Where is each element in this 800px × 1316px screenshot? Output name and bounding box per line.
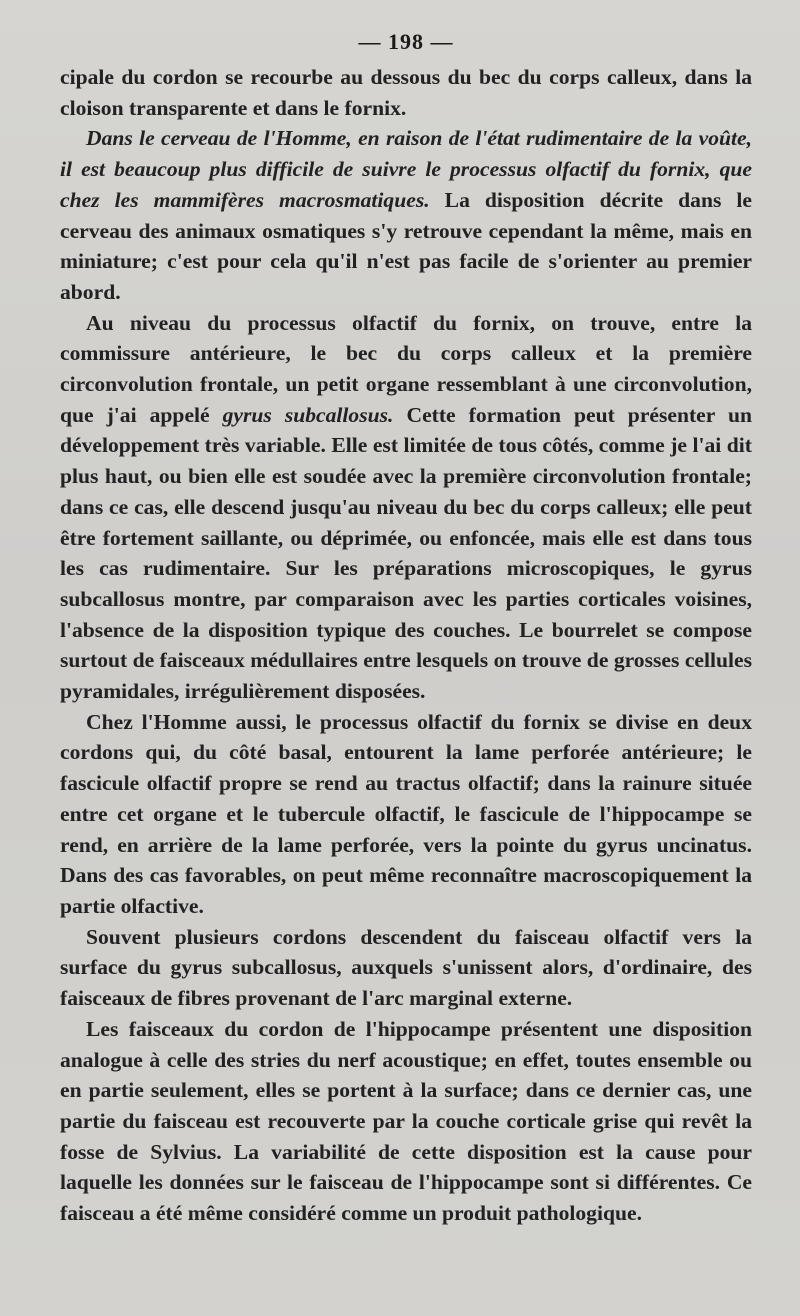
page-number: — 198 — — [358, 29, 454, 54]
paragraph-2-italic-text: Dans le cerveau de l'Homme, en raison de l'état rudimentaire de la voûte, il est beaucoup plus difficile de suivre le processus olfactif du fornix, que chez les mammifères macrosmatiques. — [60, 126, 752, 212]
paragraph-1 — [60, 62, 752, 123]
paragraph-3-italic-term: gyrus subcallosus. — [222, 402, 394, 427]
paragraph-3-text-a: Au niveau du processus olfactif du fornix, on trouve, entre la commissure antérieure, le bec du corps calleux et la première circonvolution frontale, un petit organe ressemblant à une circonvolution, que j'ai appelé — [60, 310, 752, 427]
paragraph-1-text: cipale du cordon se recourbe au dessous du bec du corps calleux, dans la cloison transparente et dans le fornix. — [60, 65, 752, 120]
paragraph-3-text-b: Cette formation peut présenter un développement très variable. Elle est limitée de tous côtés, comme je l'ai dit plus haut, ou bien elle est soudée avec la première circonvolution frontale; dans ce cas, elle descend jusqu'au niveau du bec du corps calleux; elle peut être fortement saillante, ou déprimée, ou enfoncée, mais elle est dans tous les cas rudimentaire. Sur les préparations microscopiques, le gyrus subcallosus montre, par comparaison avec les parties corticales voisines, l'absence de la disposition typique des couches. Le bourrelet se compose surtout de faisceaux médullaires entre lesquels on trouve de grosses cellules pyramidales, irrégulièrement disposées. — [60, 402, 752, 704]
paragraph-2-text: La disposition décrite dans le cerveau des animaux osmatiques s'y retrouve cependant la même, mais en miniature; c'est pour cela qu'il n'est pas facile de s'orienter au premier abord. — [60, 187, 752, 304]
paragraph-6 — [60, 1014, 752, 1229]
paragraph-4 — [60, 707, 752, 922]
paragraph-6-text: Les faisceaux du cordon de l'hippocampe présentent une disposition analogue à celle des stries du nerf acoustique; en effet, toutes ensemble ou en partie seulement, elles se portent à la surface; dans ce dernier cas, une partie du faisceau est recouverte par la couche corticale grise qui revêt la fosse de Sylvius. La variabilité de cette disposition est la cause pour laquelle les données sur le faisceau de l'hippocampe sont si différentes. Ce faisceau a été même considéré comme un produit pathologique. — [60, 1016, 752, 1226]
paragraph-5 — [60, 922, 752, 1014]
paragraph-3 — [60, 308, 752, 707]
paragraph-2 — [60, 123, 752, 307]
paragraph-5-text: Souvent plusieurs cordons descendent du faisceau olfactif vers la surface du gyrus subcallosus, auxquels s'unissent alors, d'ordinaire, des faisceaux de fibres provenant de l'arc marginal externe. — [60, 924, 752, 1011]
paragraph-4-text: Chez l'Homme aussi, le processus olfactif du fornix se divise en deux cordons qui, du côté basal, entourent la lame perforée antérieure; le fascicule olfactif propre se rend au tractus olfactif; dans la rainure située entre cet organe et le tubercule olfactif, le fascicule de l'hippocampe se rend, en arrière de la lame perforée, vers la pointe du gyrus uncinatus. Dans des cas favorables, on peut même reconnaître macroscopiquement la partie olfactive. — [60, 709, 752, 918]
